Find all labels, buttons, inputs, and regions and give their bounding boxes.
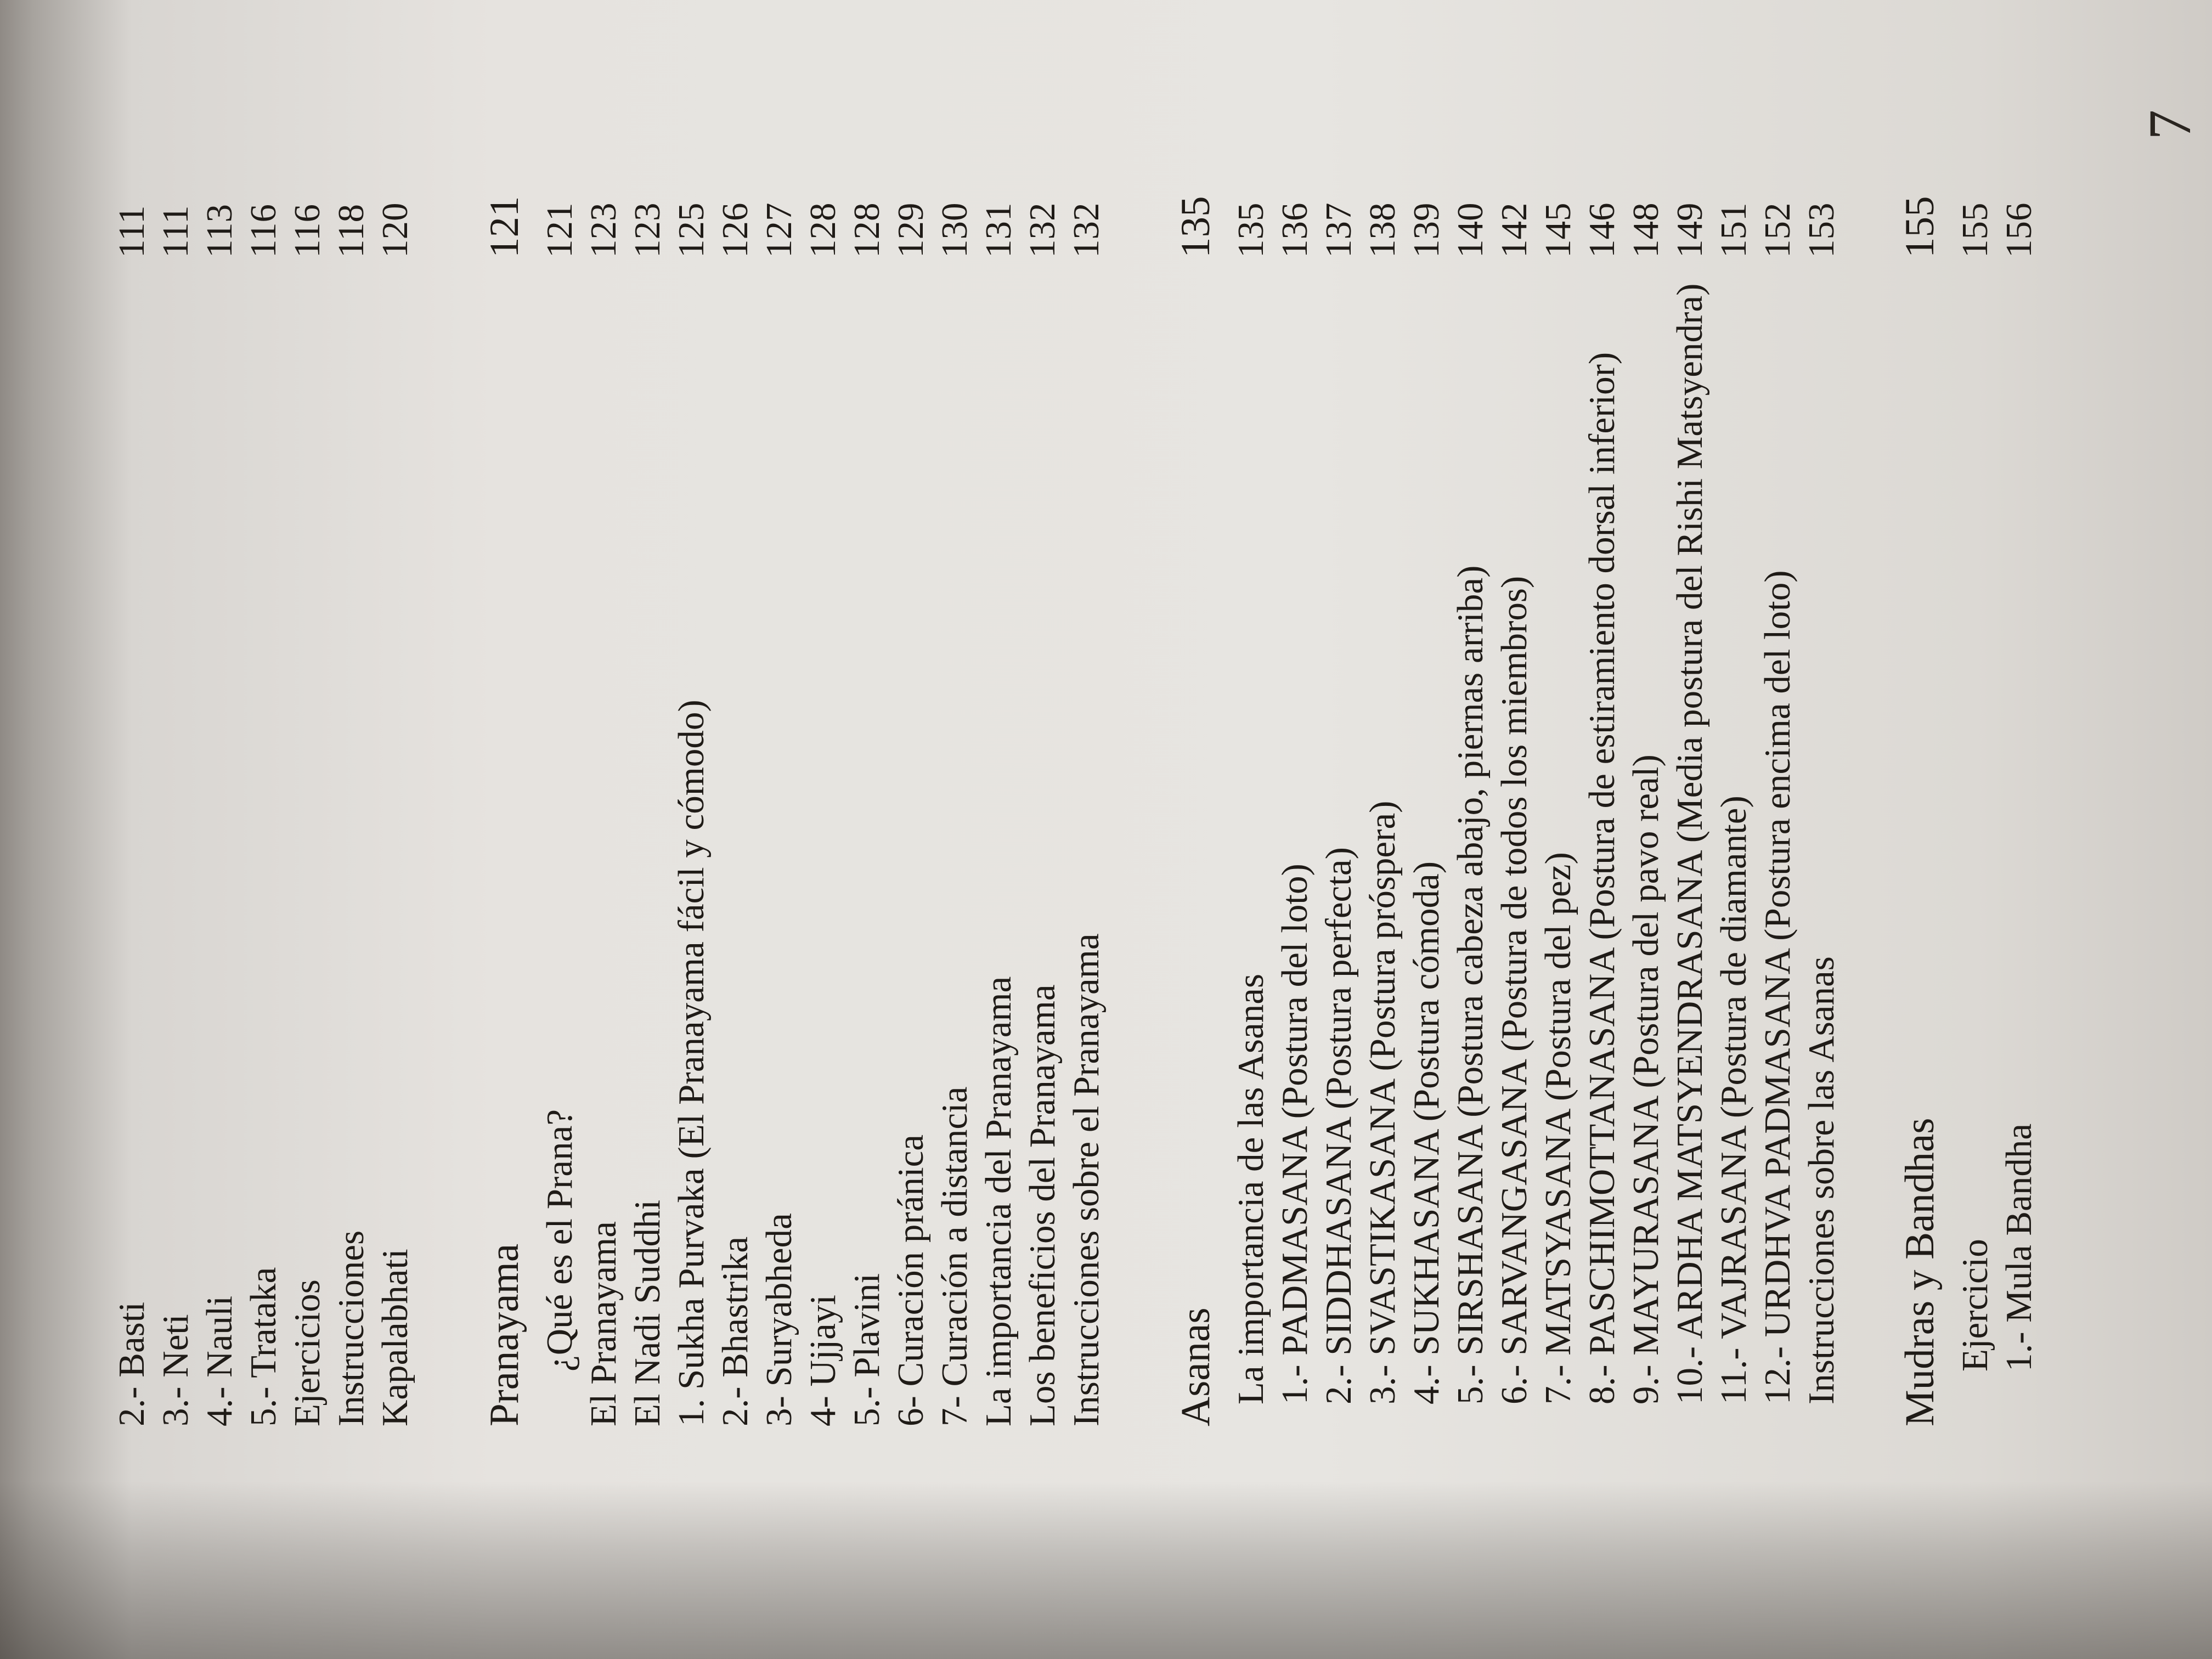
toc-section-label: Mudras y Bandhas <box>1897 1118 1943 1426</box>
toc-entry-label: 6.- SARVANGASANA (Postura de todos los miembros) <box>1494 575 1534 1404</box>
toc-entry-label: 4- Ujjayi <box>803 1294 843 1426</box>
toc-section-label: Asanas <box>1173 1307 1218 1426</box>
toc-entry-page: 132 <box>1066 202 1107 258</box>
toc-section-page: 135 <box>1173 196 1218 258</box>
toc-entry-page: 153 <box>1801 202 1842 258</box>
toc-entry-page: 151 <box>1713 202 1754 258</box>
toc-entry-label: 5.- SIRSHASANA (Postura cabeza abajo, piernas arriba) <box>1450 565 1491 1404</box>
toc-entry-label: 1.- Mula Bandha <box>1999 1123 2039 1372</box>
toc-entry-label: 7- Curación a distancia <box>934 1086 975 1426</box>
toc-entry-label: Kapalabhati <box>375 1249 415 1426</box>
table-of-contents <box>66 0 2205 1426</box>
toc-entry-label: 3.- SVASTIKASANA (Postura próspera) <box>1362 800 1403 1404</box>
toc-entry-page: 139 <box>1406 202 1447 258</box>
toc-section-label: Pranayama <box>482 1243 527 1426</box>
toc-entry-page: 149 <box>1669 202 1710 258</box>
toc-entry-page: 132 <box>1022 202 1063 258</box>
toc-entry-label: 3- Suryabheda <box>759 1213 799 1426</box>
toc-section-page: 121 <box>482 196 527 258</box>
toc-entry-label: 1. Sukha Purvaka (El Pranayama fácil y cómodo) <box>671 699 712 1426</box>
toc-entry-label: La importancia del Pranayama <box>978 976 1019 1426</box>
toc-entry-label: 5.- Trataka <box>243 1267 284 1426</box>
toc-entry-label: 2.- Basti <box>111 1301 152 1426</box>
toc-entry-label: 11.- VAJRASANA (Postura de diamante) <box>1713 795 1754 1404</box>
toc-entry-label: 12.- URDHVA PADMASANA (Postura encima del loto) <box>1757 570 1798 1404</box>
page-number: 7 <box>2136 110 2203 140</box>
toc-entry-page: 123 <box>583 202 624 258</box>
toc-entry-page: 113 <box>199 204 240 258</box>
toc-entry-label: 1.- PADMASANA (Postura del loto) <box>1274 864 1315 1404</box>
toc-entry-label: La importancia de las Asanas <box>1231 973 1271 1404</box>
toc-entry-label: Los beneficios del Pranayama <box>1022 984 1063 1426</box>
toc-entry-page: 136 <box>1274 202 1315 258</box>
toc-entry-page: 121 <box>539 202 580 258</box>
toc-entry-page: 125 <box>671 202 712 258</box>
toc-entry-page: 152 <box>1757 202 1798 258</box>
toc-entry-page: 116 <box>243 204 284 258</box>
toc-entry-label: El Pranayama <box>583 1221 624 1426</box>
toc-entry-label: 4.- Nauli <box>199 1295 240 1426</box>
toc-entry-page: 123 <box>627 202 668 258</box>
toc-entry-label: Instrucciones sobre las Asanas <box>1801 956 1842 1404</box>
toc-entry-label: Ejercicio <box>1955 1239 1995 1372</box>
toc-entry-label: 7.- MATSYASANA (Postura del pez) <box>1538 852 1578 1404</box>
toc-entry-label: Instrucciones <box>331 1230 371 1426</box>
toc-entry-page: 148 <box>1626 202 1666 258</box>
toc-entry-page: 128 <box>803 202 843 258</box>
toc-entry-label: 3.- Neti <box>155 1314 196 1426</box>
toc-entry-label: 5.- Plavini <box>847 1273 887 1426</box>
toc-entry-page: 120 <box>375 202 415 258</box>
toc-entry-page: 127 <box>759 202 799 258</box>
toc-entry-page: 118 <box>331 204 371 258</box>
toc-entry-label: 8.- PASCHIMOTTANASANA (Postura de estiramiento dorsal inferior) <box>1582 352 1622 1404</box>
toc-entry-label: Ejercicios <box>287 1279 328 1426</box>
toc-entry-label: 6- Curación pránica <box>890 1134 931 1426</box>
toc-section-page: 155 <box>1897 196 1943 258</box>
toc-entry-label: 9.- MAYURASANA (Postura del pavo real) <box>1626 754 1666 1404</box>
toc-entry-page: 128 <box>847 202 887 258</box>
toc-entry-page: 111 <box>155 205 196 258</box>
toc-entry-page: 155 <box>1955 202 1995 258</box>
toc-entry-page: 156 <box>1999 202 2039 258</box>
toc-entry-page: 142 <box>1494 202 1534 258</box>
toc-entry-page: 130 <box>934 202 975 258</box>
toc-entry-page: 129 <box>890 202 931 258</box>
toc-entry-page: 126 <box>715 202 755 258</box>
toc-entry-page: 138 <box>1362 202 1403 258</box>
toc-entry-page: 140 <box>1450 202 1491 258</box>
toc-entry-page: 146 <box>1582 202 1622 258</box>
toc-entry-page: 145 <box>1538 202 1578 258</box>
toc-entry-page: 131 <box>978 202 1019 258</box>
toc-entry-label: Instrucciones sobre el Pranayama <box>1066 933 1107 1426</box>
toc-entry-label: 2.- Bhastrika <box>715 1236 755 1426</box>
toc-entry-page: 135 <box>1231 202 1271 258</box>
toc-entry-label: ¿Qué es el Prana? <box>539 1109 580 1372</box>
book-gutter-shadow <box>0 1481 2212 1659</box>
toc-entry-page: 116 <box>287 204 328 258</box>
toc-entry-label: El Nadi Suddhi <box>627 1199 668 1426</box>
toc-entry-label: 4.- SUKHASANA (Postura cómoda) <box>1406 861 1447 1404</box>
toc-entry-page: 137 <box>1318 202 1359 258</box>
toc-entry-label: 10.- ARDHA MATSYENDRASANA (Media postura del Rishi Matsyendra) <box>1669 283 1710 1404</box>
toc-entry-page: 111 <box>111 205 152 258</box>
toc-entry-label: 2.- SIDDHASANA (Postura perfecta) <box>1318 847 1359 1404</box>
